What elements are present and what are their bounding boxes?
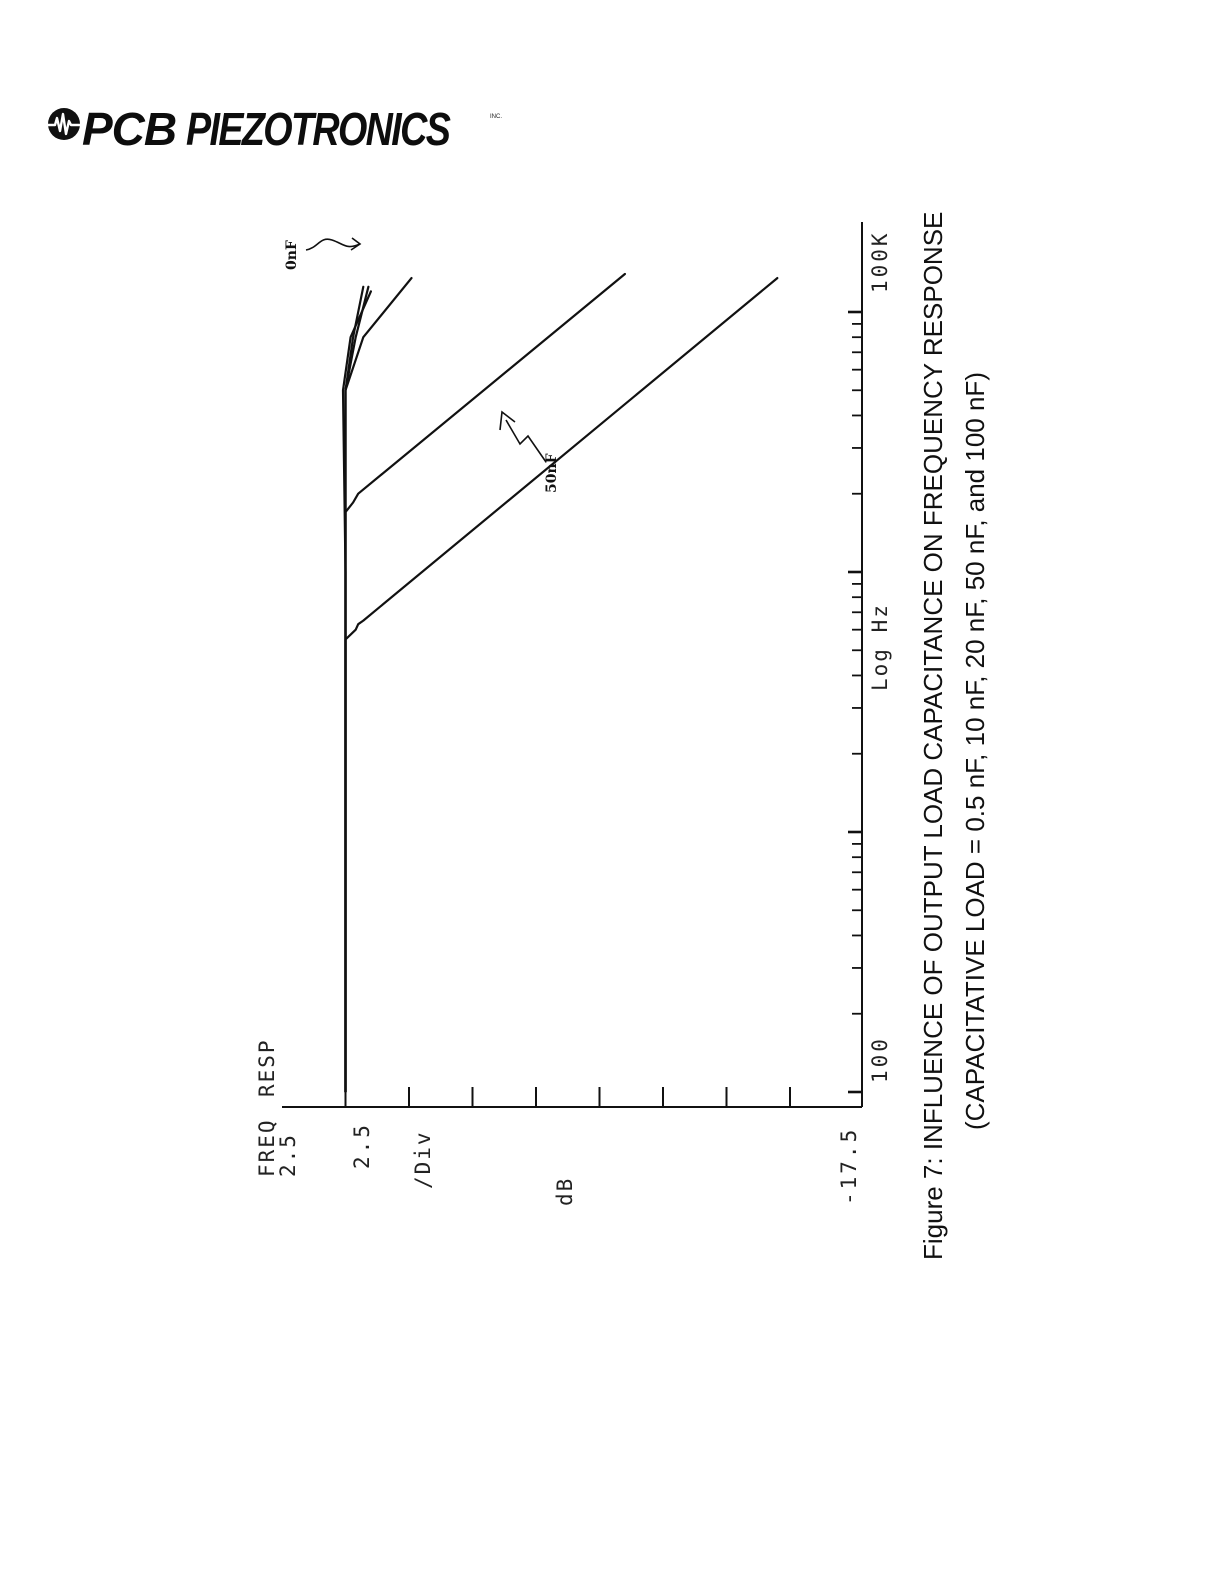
response-curve-3: [346, 287, 369, 1092]
response-curve-4: [346, 278, 412, 1092]
y-div-value: 2.5: [350, 1122, 374, 1169]
response-curve-5: [346, 274, 625, 1092]
brand-name-rest: PIEZOTRONICS: [186, 103, 450, 155]
annotation-0nF-arrow: [306, 239, 360, 250]
brand-suffix: INC.: [490, 114, 502, 120]
response-curve-2: [346, 287, 364, 1092]
annotation-50nF: 50nF: [544, 453, 560, 493]
chart-title-word-resp: RESP: [255, 1038, 279, 1097]
y-top-label: 2.5: [276, 1133, 300, 1177]
response-curve-6: [346, 278, 778, 1092]
figure-caption-line1: Figure 7: INFLUENCE OF OUTPUT LOAD CAPACITANCE ON FREQUENCY RESPONSE: [918, 211, 948, 1260]
y-unit-label: dB: [553, 1176, 577, 1206]
annotation-50nF-arrow: [506, 420, 546, 462]
y-bottom-label: -17.5: [837, 1126, 861, 1205]
annotation-0nF: 0nF: [284, 240, 300, 270]
x-axis-label: Log Hz: [868, 603, 892, 691]
x-tick-label-100k: 100K: [868, 230, 892, 293]
y-div-label: /Div: [411, 1130, 435, 1189]
response-curve-1: [343, 291, 371, 1092]
annotation-0nF-arrowhead: [351, 238, 360, 250]
chart-title-word-freq: FREQ: [255, 1118, 279, 1177]
figure-caption-line2: (CAPACITATIVE LOAD = 0.5 nF, 10 nF, 20 nF, 50 nF, and 100 nF): [960, 372, 990, 1130]
brand-name-bold: PCB: [82, 103, 177, 155]
x-tick-label-100: 100: [868, 1036, 892, 1083]
